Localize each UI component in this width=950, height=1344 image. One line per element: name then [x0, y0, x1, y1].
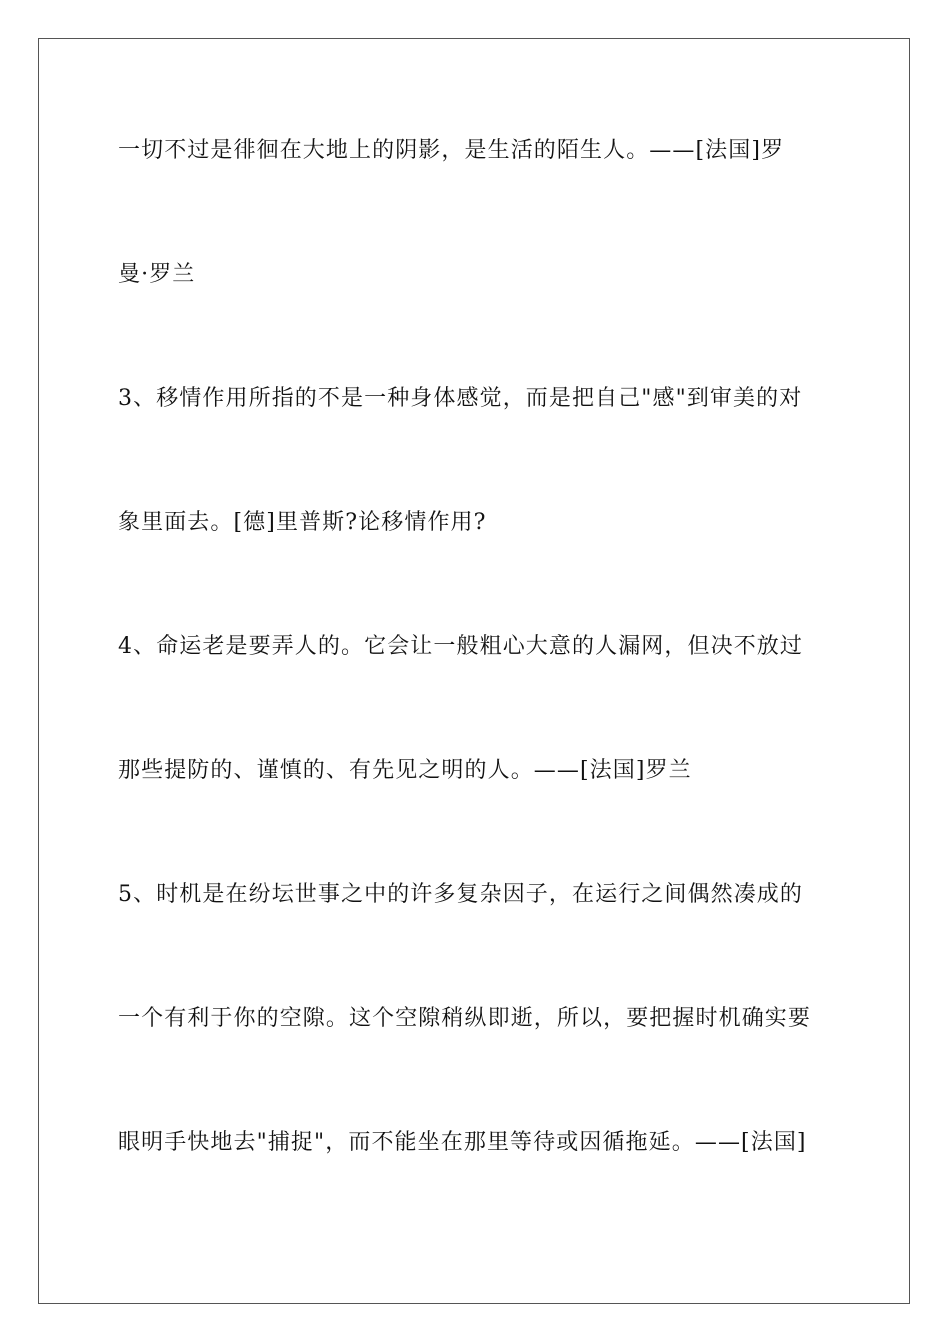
text-line: 眼明手快地去"捕捉"，而不能坐在那里等待或因循拖延。——[法国]: [118, 1130, 807, 1155]
page-border: [38, 38, 910, 1304]
text-line: 3、移情作用所指的不是一种身体感觉，而是把自己"感"到审美的对: [118, 386, 803, 411]
text-line: 4、命运老是要弄人的。它会让一般粗心大意的人漏网，但决不放过: [118, 634, 803, 659]
text-line: 一个有利于你的空隙。这个空隙稍纵即逝，所以，要把握时机确实要: [118, 1006, 812, 1031]
text-line: 象里面去。[德]里普斯?论移情作用?: [118, 510, 487, 535]
text-line: 曼·罗兰: [118, 262, 196, 287]
text-line: 那些提防的、谨慎的、有先见之明的人。——[法国]罗兰: [118, 758, 692, 783]
text-line: 5、时机是在纷坛世事之中的许多复杂因子，在运行之间偶然凑成的: [118, 882, 803, 907]
text-line: 一切不过是徘徊在大地上的阴影，是生活的陌生人。——[法国]罗: [118, 138, 785, 163]
